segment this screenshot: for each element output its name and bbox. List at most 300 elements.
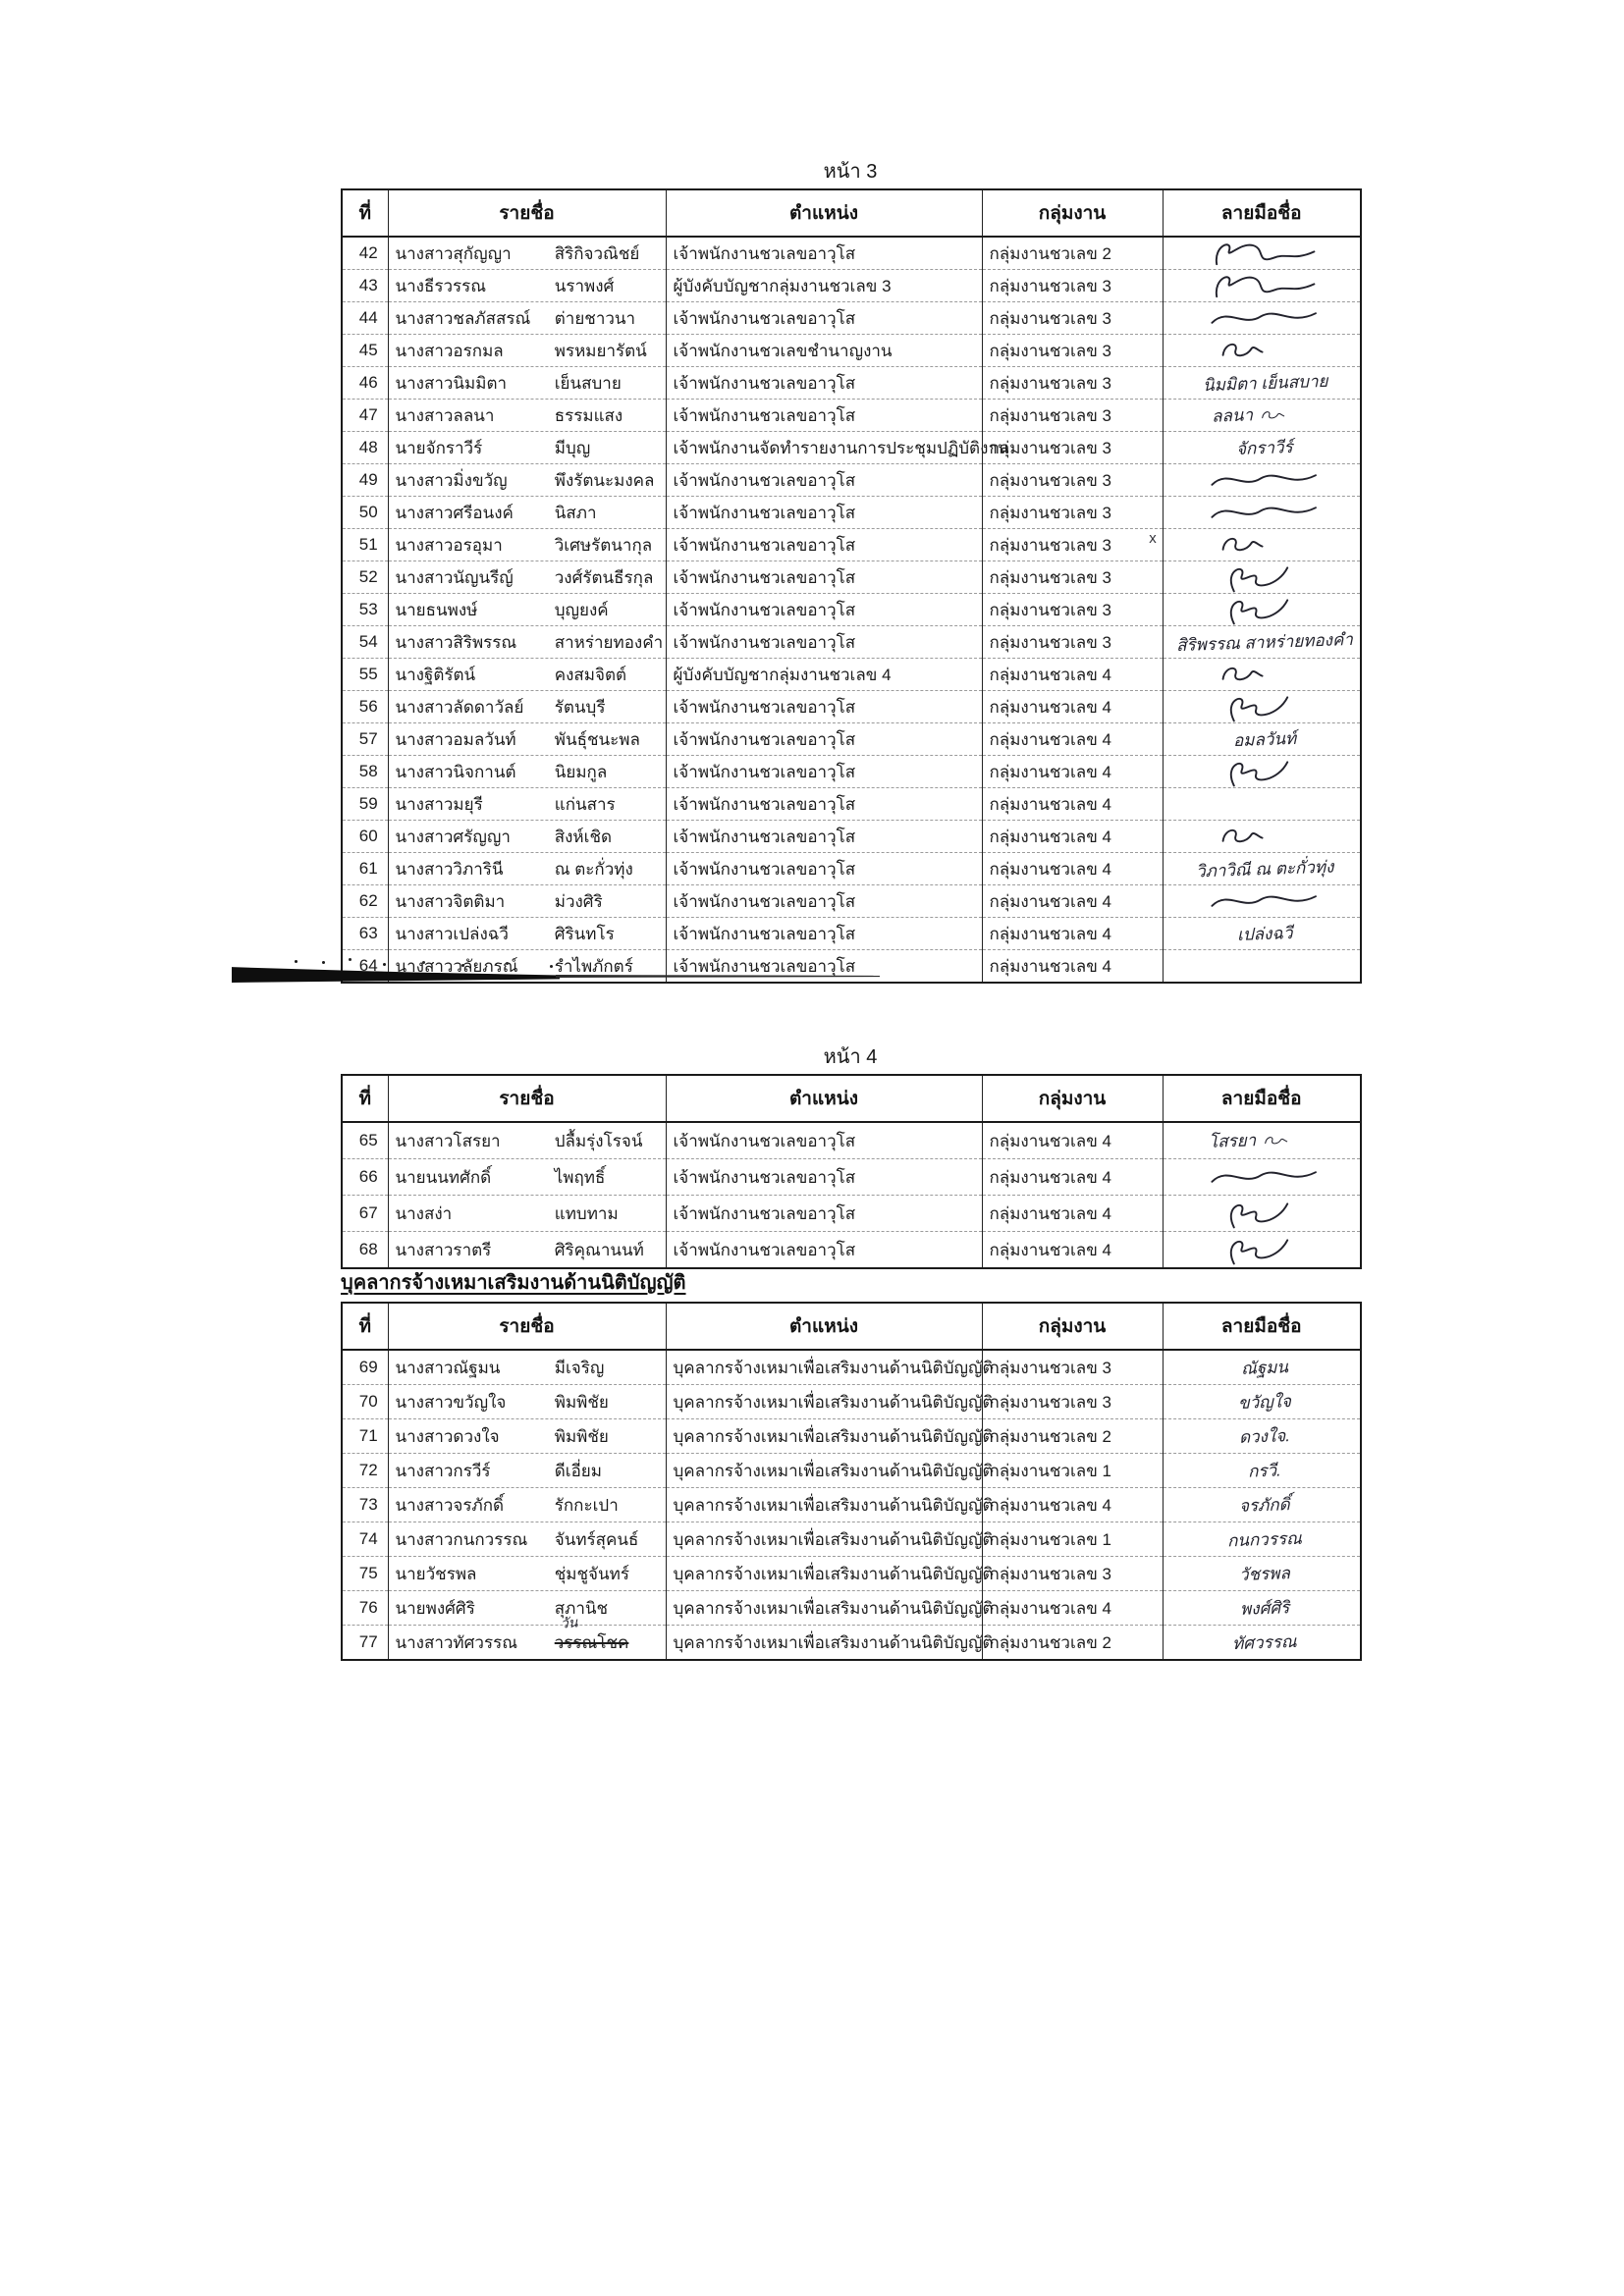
- position-cell: บุคลากรจ้างเหมาเพื่อเสริมงานด้านนิติบัญญัติ: [666, 1385, 982, 1419]
- name-cell: [388, 918, 666, 950]
- table-row: [342, 594, 1361, 626]
- last-name: คงสมจิตต์: [554, 665, 627, 684]
- signature-cell: [1163, 626, 1361, 659]
- signature: [1202, 885, 1327, 917]
- first-name: นางสาวลลนา: [395, 405, 495, 425]
- first-name: นางธีรวรรณ: [395, 276, 487, 295]
- last-name: ชุ่มชูจันทร์: [554, 1564, 629, 1583]
- name-cell: [388, 400, 666, 432]
- position-cell: บุคลากรจ้างเหมาเพื่อเสริมงานด้านนิติบัญญัติ: [666, 1350, 982, 1385]
- first-name: นางสาวเปล่งฉวี: [395, 924, 509, 943]
- group-cell: กลุ่มงานชวเลข 4: [982, 659, 1163, 691]
- column-header: กลุ่มงาน: [982, 1303, 1163, 1350]
- signature-scribble-icon: [1202, 1234, 1327, 1265]
- last-name: สิงห์เชิด: [554, 827, 613, 846]
- row-number-cell: 71: [342, 1419, 388, 1454]
- signature-cell: [1163, 1591, 1361, 1626]
- group-cell: กลุ่มงานชวเลข 4: [982, 950, 1163, 984]
- row-number-cell: 58: [342, 756, 388, 788]
- last-name: มีบุญ: [554, 438, 591, 457]
- column-header: ที่: [342, 1303, 388, 1350]
- signature-cell: [1163, 335, 1361, 367]
- signature-cell: [1149, 529, 1361, 561]
- signature-handwriting: ลลนา: [1211, 404, 1254, 426]
- group-cell: กลุ่มงานชวเลข 3: [982, 302, 1163, 335]
- row-number-cell: 49: [342, 464, 388, 497]
- column-header: ตำแหน่ง: [666, 1075, 982, 1122]
- row-number-cell: 66: [342, 1159, 388, 1196]
- table-row: [342, 853, 1361, 885]
- table-row: [342, 1122, 1361, 1159]
- position-cell: เจ้าพนักงานชวเลขอาวุโส: [666, 723, 982, 756]
- name-cell: [388, 237, 666, 270]
- row-number-cell: 76: [342, 1591, 388, 1626]
- last-name: บุญยงค์: [554, 600, 609, 619]
- name-cell: [388, 1488, 666, 1522]
- row-number-cell: 44: [342, 302, 388, 335]
- row-number-cell: 65: [342, 1122, 388, 1159]
- table-row: [342, 400, 1361, 432]
- signature-scribble-icon: [1202, 529, 1327, 561]
- position-cell: ผู้บังคับบัญชากลุ่มงานชวเลข 3: [666, 270, 982, 302]
- group-cell: กลุ่มงานชวเลข 4: [982, 1591, 1163, 1626]
- signature: [1239, 1428, 1290, 1445]
- signature-cell: [1163, 302, 1361, 335]
- column-header: ลายมือชื่อ: [1163, 1303, 1361, 1350]
- table-row: [342, 1626, 1361, 1661]
- contract-personnel-heading: บุคลากรจ้างเหมาเสริมงานด้านนิติบัญญัติ: [341, 1272, 686, 1294]
- signature-cell: [1163, 1626, 1361, 1661]
- position-cell: เจ้าพนักงานชวเลขอาวุโส: [666, 400, 982, 432]
- position-cell: เจ้าพนักงานชวเลขอาวุโส: [666, 950, 982, 984]
- signature-scribble-icon: [1202, 691, 1327, 722]
- signature-handwriting: พงศ์ศิริ: [1239, 1598, 1290, 1619]
- row-number-cell: 64: [342, 950, 388, 984]
- group-cell: กลุ่มงานชวเลข 3: [982, 497, 1163, 529]
- first-name: นางสาวอรกมล: [395, 341, 504, 360]
- group-cell: กลุ่มงานชวเลข 1: [982, 1454, 1163, 1488]
- signature: [1202, 464, 1327, 496]
- last-name: รักกะเปา: [554, 1495, 619, 1515]
- table-row: [342, 497, 1361, 529]
- row-number-cell: 77: [342, 1626, 388, 1661]
- group-cell: กลุ่มงานชวเลข 3: [982, 529, 1163, 561]
- signature-scribble-icon: [1202, 1161, 1327, 1193]
- signature-cell: [1163, 432, 1361, 464]
- table-row: [342, 756, 1361, 788]
- name-cell: [388, 464, 666, 497]
- table-row: [342, 367, 1361, 400]
- signature-cell: [1163, 1522, 1361, 1557]
- group-cell: กลุ่มงานชวเลข 3: [982, 367, 1163, 400]
- signature: [1240, 1600, 1289, 1617]
- name-cell: [388, 1385, 666, 1419]
- signature-handwriting: กนกวรรณ: [1227, 1528, 1303, 1551]
- signature-cell: [1163, 691, 1361, 723]
- group-cell: กลุ่มงานชวเลข 3: [982, 626, 1163, 659]
- column-header: รายชื่อ: [388, 189, 666, 237]
- table-row: [342, 561, 1361, 594]
- position-cell: เจ้าพนักงานชวเลขอาวุโส: [666, 1122, 982, 1159]
- first-name: นางสาวจิตติมา: [395, 891, 506, 911]
- group-cell: กลุ่มงานชวเลข 4: [982, 691, 1163, 723]
- page4-table-section: [341, 1074, 1360, 1269]
- signature-handwriting: ณัฐมน: [1240, 1358, 1289, 1378]
- first-name: นางสาวดวงใจ: [395, 1426, 500, 1446]
- signature: [1227, 1528, 1303, 1551]
- signature-scribble-icon: [1202, 594, 1327, 625]
- column-header: ที่: [342, 189, 388, 237]
- last-name: พรหมยารัตน์: [554, 341, 647, 360]
- row-number-cell: 43: [342, 270, 388, 302]
- row-number-cell: 51: [342, 529, 388, 561]
- position-cell: เจ้าพนักงานชวเลขอาวุโส: [666, 885, 982, 918]
- group-cell: กลุ่มงานชวเลข 3: [982, 1350, 1163, 1385]
- signature-cell: [1163, 918, 1361, 950]
- last-name: นราพงศ์: [554, 276, 615, 295]
- table-row: [342, 1454, 1361, 1488]
- signature-cell: [1163, 1350, 1361, 1385]
- signature-scribble-icon: [1256, 1130, 1321, 1151]
- contract-personnel-table-section: [341, 1302, 1360, 1661]
- signature-cell: [1163, 237, 1361, 270]
- group-cell: กลุ่มงานชวเลข 4: [982, 788, 1163, 821]
- name-cell: [388, 335, 666, 367]
- row-number-cell: 73: [342, 1488, 388, 1522]
- signature-cell: [1163, 497, 1361, 529]
- signature: [1232, 1631, 1298, 1654]
- name-cell: [388, 432, 666, 464]
- signature: [1239, 1566, 1290, 1582]
- last-name: ธรรมแสง: [554, 405, 623, 425]
- last-name: สาหร่ายทองคำ: [554, 632, 664, 652]
- name-cell: [388, 1196, 666, 1232]
- name-cell: [388, 529, 666, 561]
- table-row: [342, 1557, 1361, 1591]
- column-header: กลุ่มงาน: [982, 189, 1163, 237]
- signature: [1202, 371, 1328, 396]
- signature-handwriting: ดวงใจ.: [1238, 1426, 1291, 1447]
- row-number-cell: 53: [342, 594, 388, 626]
- position-cell: บุคลากรจ้างเหมาเพื่อเสริมงานด้านนิติบัญญัติ: [666, 1454, 982, 1488]
- group-cell: กลุ่มงานชวเลข 4: [982, 1232, 1163, 1269]
- signature-cell: [1163, 1488, 1361, 1522]
- position-cell: บุคลากรจ้างเหมาเพื่อเสริมงานด้านนิติบัญญัติ: [666, 1626, 982, 1661]
- name-cell: [388, 885, 666, 918]
- position-cell: เจ้าพนักงานชวเลขอาวุโส: [666, 821, 982, 853]
- name-cell: [388, 1232, 666, 1269]
- signature: [1149, 529, 1327, 561]
- last-name: นิสภา: [554, 503, 597, 522]
- first-name: นายวัชรพล: [395, 1564, 477, 1583]
- signature: [1202, 821, 1327, 852]
- signature: [1202, 691, 1327, 722]
- last-name: พึงรัตนะมงคล: [554, 470, 655, 490]
- first-name: นางฐิติรัตน์: [395, 665, 476, 684]
- position-cell: เจ้าพนักงานชวเลขอาวุโส: [666, 497, 982, 529]
- table-row: [342, 1488, 1361, 1522]
- signature-cell: [1163, 594, 1361, 626]
- table-row: [342, 1419, 1361, 1454]
- signature-handwriting: เปล่งฉวี: [1236, 924, 1293, 944]
- last-name: ดีเอี่ยม: [554, 1461, 602, 1480]
- table-row: [342, 1350, 1361, 1385]
- last-name: พิมพิชัย: [554, 1392, 609, 1412]
- signature-scribble-icon: [1202, 497, 1327, 528]
- position-cell: เจ้าพนักงานชวเลขอาวุโส: [666, 756, 982, 788]
- first-name: นายพงศ์ศิริ: [395, 1598, 475, 1618]
- signature: [1202, 238, 1327, 269]
- last-name: ศิริคุณานนท์: [554, 1240, 644, 1259]
- signature: [1238, 1394, 1291, 1411]
- first-name: นางสาวสุกัญญา: [395, 243, 512, 263]
- signature: [1176, 629, 1354, 656]
- signature-cell: [1163, 788, 1361, 821]
- signature-cell: [1163, 1454, 1361, 1488]
- last-name: สุภานิช: [554, 1598, 609, 1618]
- first-name: นางสาวสิริพรรณ: [395, 632, 517, 652]
- first-name: นางสาวศรัญญา: [395, 827, 511, 846]
- table-header-row: [342, 1303, 1361, 1350]
- name-cell: [388, 821, 666, 853]
- signature-cell: [1163, 1196, 1361, 1232]
- name-cell: [388, 1557, 666, 1591]
- last-name: พันธุ์ชนะพล: [554, 729, 640, 749]
- last-name: เย็นสบาย: [554, 373, 622, 393]
- name-cell: [388, 1613, 666, 1661]
- signature: [1248, 1463, 1281, 1479]
- first-name: นายธนพงษ์: [395, 600, 478, 619]
- last-name: สิริกิจวณิชย์: [554, 243, 640, 263]
- signature-cell: [1163, 400, 1361, 432]
- column-header: รายชื่อ: [388, 1303, 666, 1350]
- group-cell: กลุ่มงานชวเลข 4: [982, 756, 1163, 788]
- table-row: [342, 1232, 1361, 1269]
- signature-scribble-icon: [1202, 561, 1327, 593]
- column-header: ที่: [342, 1075, 388, 1122]
- first-name: นางสาวนิจกานต์: [395, 762, 516, 781]
- name-cell: [388, 659, 666, 691]
- table-row: [342, 626, 1361, 659]
- signature: [1202, 1234, 1327, 1265]
- group-cell: กลุ่มงานชวเลข 3: [982, 1385, 1163, 1419]
- group-cell: กลุ่มงานชวเลข 2: [982, 1626, 1163, 1661]
- group-cell: กลุ่มงานชวเลข 1: [982, 1522, 1163, 1557]
- name-cell: [388, 1159, 666, 1196]
- group-cell: กลุ่มงานชวเลข 3: [982, 1557, 1163, 1591]
- first-name: นางสาวมิ่งขวัญ: [395, 470, 508, 490]
- name-cell: [388, 626, 666, 659]
- signature-scribble-icon: [1202, 464, 1327, 496]
- row-number-cell: 63: [342, 918, 388, 950]
- position-cell: บุคลากรจ้างเหมาเพื่อเสริมงานด้านนิติบัญญัติ: [666, 1488, 982, 1522]
- name-cell: [388, 497, 666, 529]
- signature-cell: [1163, 1122, 1361, 1159]
- first-name: นางสาวนัญนรีญ์: [395, 567, 514, 587]
- first-name: นางสาววลัยภรณ์: [395, 956, 518, 976]
- first-name: นางสาวโสรยา: [395, 1131, 501, 1150]
- column-header: ลายมือชื่อ: [1163, 189, 1361, 237]
- signature: [1202, 594, 1327, 625]
- group-cell: กลุ่มงานชวเลข 4: [982, 1488, 1163, 1522]
- signature-scribble-icon: [1202, 885, 1327, 917]
- last-name: มีเจริญ: [554, 1358, 605, 1377]
- table-header-row: [342, 1075, 1361, 1122]
- group-cell: กลุ่มงานชวเลข 4: [982, 853, 1163, 885]
- position-cell: เจ้าพนักงานชวเลขอาวุโส: [666, 367, 982, 400]
- signature: [1241, 1360, 1288, 1376]
- signature-scribble-icon: [1202, 335, 1327, 366]
- name-cell: [388, 270, 666, 302]
- first-name: นางสาวจรภักดิ์: [395, 1495, 505, 1515]
- group-cell: กลุ่มงานชวเลข 3: [982, 561, 1163, 594]
- first-name: นางสาวศรีอนงค์: [395, 503, 514, 522]
- signature-cell: [1163, 1159, 1361, 1196]
- position-cell: เจ้าพนักงานจัดทำรายงานการประชุมปฏิบัติงาน: [666, 432, 982, 464]
- group-cell: กลุ่มงานชวเลข 3: [982, 270, 1163, 302]
- signature: [1202, 497, 1327, 528]
- position-cell: เจ้าพนักงานชวเลขอาวุโส: [666, 918, 982, 950]
- row-number-cell: 45: [342, 335, 388, 367]
- row-number-cell: 69: [342, 1350, 388, 1385]
- group-cell: กลุ่มงานชวเลข 2: [982, 237, 1163, 270]
- column-header: กลุ่มงาน: [982, 1075, 1163, 1122]
- last-name: วรรณโชค วัน: [554, 1613, 629, 1652]
- first-name: นางสาวลัดดาวัลย์: [395, 697, 524, 717]
- signature-cell: [1163, 1557, 1361, 1591]
- position-cell: เจ้าพนักงานชวเลขอาวุโส: [666, 1159, 982, 1196]
- signature-scribble-icon: [1253, 404, 1318, 426]
- position-cell: บุคลากรจ้างเหมาเพื่อเสริมงานด้านนิติบัญญัติ: [666, 1522, 982, 1557]
- signature-scribble-icon: [1202, 756, 1327, 787]
- table-row: [342, 691, 1361, 723]
- first-name: นางสาวกรวีร์: [395, 1461, 491, 1480]
- first-name: นางสาวขวัญใจ: [395, 1392, 507, 1412]
- signature: [1202, 659, 1327, 690]
- signature: [1237, 926, 1292, 942]
- first-name: นางสาวอรอุมา: [395, 535, 503, 555]
- group-cell: กลุ่มงานชวเลข 4: [982, 1159, 1163, 1196]
- row-number-cell: 74: [342, 1522, 388, 1557]
- signature-cell: [1163, 756, 1361, 788]
- last-name: พิมพิชัย: [554, 1426, 609, 1446]
- position-cell: เจ้าพนักงานชวเลขอาวุโส: [666, 237, 982, 270]
- name-cell: [388, 302, 666, 335]
- last-name: จันทร์สุคนธ์: [554, 1529, 639, 1549]
- signature-cell: [1163, 1232, 1361, 1269]
- page3-signature-table: [341, 188, 1362, 984]
- signature-cell: [1163, 853, 1361, 885]
- position-cell: เจ้าพนักงานชวเลขอาวุโส: [666, 529, 982, 561]
- row-number-cell: 46: [342, 367, 388, 400]
- signature-handwriting: อมลวันท์: [1232, 728, 1297, 751]
- position-cell: เจ้าพนักงานชวเลขอาวุโส: [666, 464, 982, 497]
- table-row: [342, 885, 1361, 918]
- table-row: [342, 1385, 1361, 1419]
- name-cell: [388, 1122, 666, 1159]
- x-mark: x: [1149, 530, 1157, 547]
- row-number-cell: 54: [342, 626, 388, 659]
- row-number-cell: 72: [342, 1454, 388, 1488]
- signature-cell: [1163, 885, 1361, 918]
- last-name: ม่วงศิริ: [554, 891, 603, 911]
- signature-handwriting: นิมมิตา เย็นสบาย: [1202, 371, 1328, 396]
- column-header: ตำแหน่ง: [666, 189, 982, 237]
- signature-cell: [1163, 270, 1361, 302]
- signature-handwriting: จรภักดิ์: [1239, 1495, 1291, 1516]
- group-cell: กลุ่มงานชวเลข 4: [982, 1196, 1163, 1232]
- signature-handwriting: จักราวีร์: [1236, 438, 1294, 459]
- group-cell: กลุ่มงานชวเลข 3: [982, 464, 1163, 497]
- scan-speckle-artifact: [295, 960, 298, 963]
- signature: [1202, 335, 1327, 366]
- table-row: [342, 1159, 1361, 1196]
- signature: [1202, 1161, 1327, 1193]
- position-cell: ผู้บังคับบัญชากลุ่มงานชวเลข 4: [666, 659, 982, 691]
- column-header: ลายมือชื่อ: [1163, 1075, 1361, 1122]
- table-row: [342, 302, 1361, 335]
- table-row: [342, 270, 1361, 302]
- row-number-cell: 52: [342, 561, 388, 594]
- row-number-cell: 59: [342, 788, 388, 821]
- row-number-cell: 55: [342, 659, 388, 691]
- page3-label: หน้า 3: [823, 161, 878, 183]
- position-cell: เจ้าพนักงานชวเลขอาวุโส: [666, 561, 982, 594]
- column-header: ตำแหน่ง: [666, 1303, 982, 1350]
- signature: [1202, 270, 1327, 301]
- row-number-cell: 56: [342, 691, 388, 723]
- row-number-cell: 57: [342, 723, 388, 756]
- last-name: ปลื้มรุ่งโรจน์: [554, 1131, 643, 1150]
- page4-label: หน้า 4: [823, 1046, 878, 1068]
- table-row: [342, 659, 1361, 691]
- last-name: วิเศษรัตนากุล: [554, 535, 653, 555]
- signature: [1202, 1198, 1327, 1229]
- last-name: ณ ตะกั่วทุ่ง: [554, 859, 633, 879]
- name-cell: [388, 1419, 666, 1454]
- name-cell: [388, 1591, 666, 1626]
- row-number-cell: 48: [342, 432, 388, 464]
- table-row: [342, 432, 1361, 464]
- name-cell: [388, 723, 666, 756]
- contract-personnel-signature-table: [341, 1302, 1362, 1661]
- last-name: ต่ายชาวนา: [554, 308, 636, 328]
- position-cell: เจ้าพนักงานชวเลขอาวุโส: [666, 1196, 982, 1232]
- signature-cell: [1163, 561, 1361, 594]
- name-cell: [388, 1350, 666, 1385]
- first-name: นางสาวชลภัสสรณ์: [395, 308, 531, 328]
- table-row: [342, 788, 1361, 821]
- position-cell: เจ้าพนักงานชวเลขอาวุโส: [666, 594, 982, 626]
- column-header: รายชื่อ: [388, 1075, 666, 1122]
- group-cell: กลุ่มงานชวเลข 4: [982, 1122, 1163, 1159]
- last-name: วงศ์รัตนธีรกุล: [554, 567, 654, 587]
- position-cell: เจ้าพนักงานชวเลขอาวุโส: [666, 853, 982, 885]
- last-name: แทบทาม: [554, 1203, 619, 1223]
- row-number-cell: 70: [342, 1385, 388, 1419]
- first-name: นางสาวกนกวรรณ: [395, 1529, 528, 1549]
- page3-table-section: [341, 188, 1360, 984]
- position-cell: บุคลากรจ้างเหมาเพื่อเสริมงานด้านนิติบัญญัติ: [666, 1591, 982, 1626]
- name-cell: [388, 756, 666, 788]
- last-name: รำไพภักตร์: [554, 956, 633, 976]
- table-row: [342, 529, 1361, 561]
- position-cell: บุคลากรจ้างเหมาเพื่อเสริมงานด้านนิติบัญญัติ: [666, 1419, 982, 1454]
- first-name: นายนนทศักดิ์: [395, 1167, 492, 1187]
- group-cell: กลุ่มงานชวเลข 3: [982, 432, 1163, 464]
- first-name: นายจักราวีร์: [395, 438, 483, 457]
- group-cell: กลุ่มงานชวเลข 4: [982, 821, 1163, 853]
